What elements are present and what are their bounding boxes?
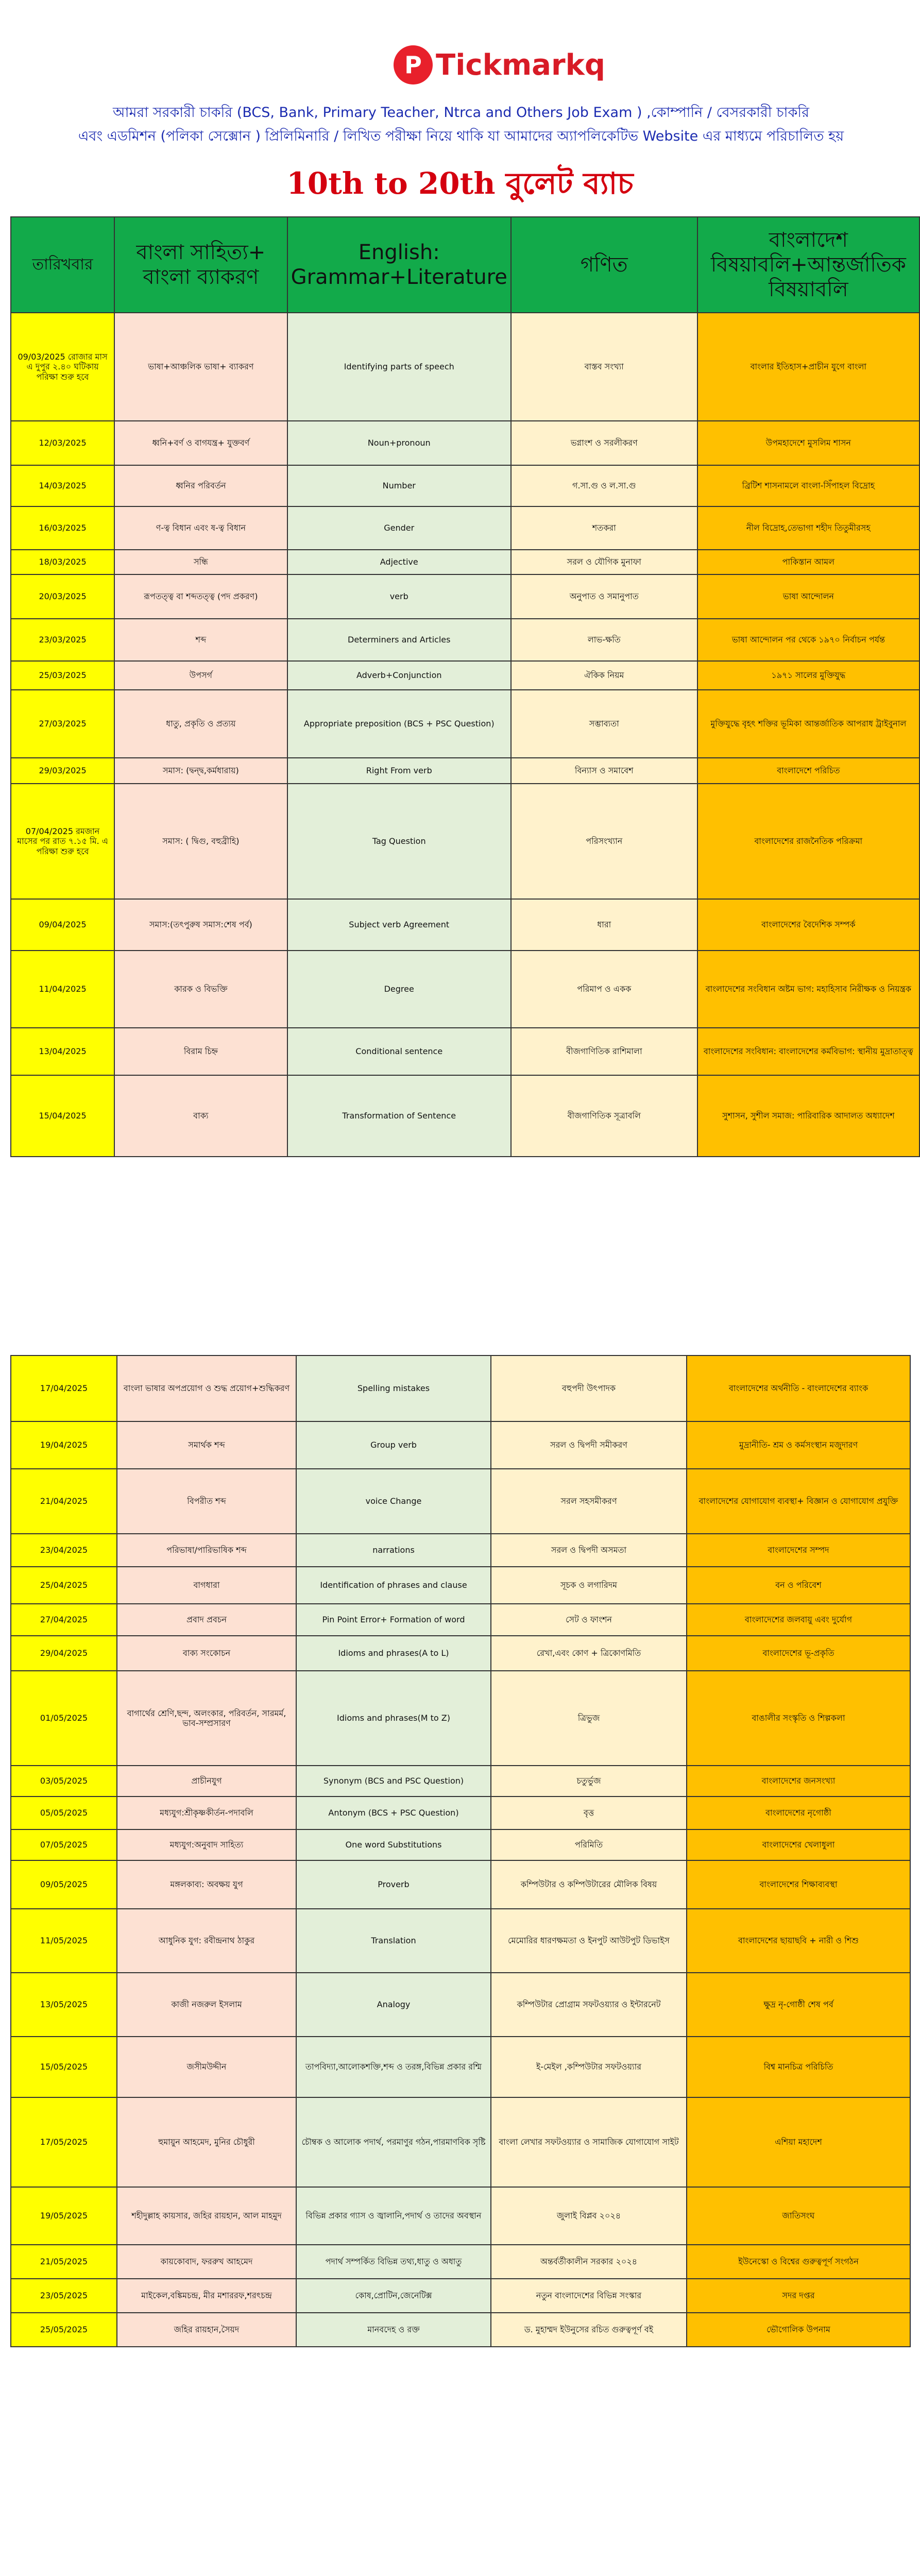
header-date: তারিখবার [11, 217, 114, 313]
schedule-date: 23/05/2025 [11, 2279, 117, 2313]
schedule-gk: বাংলাদেশের নৃগোষ্ঠী [687, 1797, 910, 1829]
schedule-table-part-1 [10, 216, 920, 1157]
schedule-row [11, 2037, 910, 2097]
schedule-math: কম্পিউটার ও কম্পিউটারের মৌলিক বিষয় [491, 1860, 687, 1909]
schedule-bangla: মধ্যযুগ:শ্রীকৃষ্ণকীর্তন-পদাবলি [117, 1797, 296, 1829]
schedule-gk: বাংলাদেশের সংবিধান অষ্টম ভাগ: মহাহিসাব নিরীক্ষক ও নিয়ন্ত্রক [697, 951, 919, 1028]
schedule-date: 09/05/2025 [11, 1860, 117, 1909]
schedule-row [11, 784, 919, 899]
schedule-gk: ভাষা আন্দোলন [697, 574, 919, 619]
schedule-row [11, 1421, 910, 1469]
schedule-english: Idioms and phrases(A to L) [296, 1636, 491, 1671]
schedule-row [11, 1534, 910, 1567]
schedule-math: জুলাই বিপ্লব ২০২৪ [491, 2187, 687, 2245]
schedule-english: Antonym (BCS + PSC Question) [296, 1797, 491, 1829]
header-gk: বাংলাদেশ বিষয়াবলি+আন্তর্জাতিক বিষয়াবলি [697, 217, 919, 313]
schedule-english: Right From verb [287, 758, 511, 784]
schedule-bangla: ধ্বনির পরিবর্তন [114, 465, 287, 506]
schedule-english: চৌম্বক ও আলোক পদার্থ, পরমাণুর গঠন,পারমাণবিক সৃষ্টি [296, 2097, 491, 2187]
schedule-math: সরল ও যৌগিক মুনাফা [511, 550, 697, 574]
schedule-bangla: পরিভাষা/পারিভাষিক শব্দ [117, 1534, 296, 1567]
schedule-date: 11/04/2025 [11, 951, 114, 1028]
schedule-math: মেমোরির ধারণক্ষমতা ও ইনপুট আউটপুট ডিভাইস [491, 1909, 687, 1973]
schedule-row [11, 313, 919, 421]
schedule-gk: ক্ষুদ্র নৃ-গোষ্ঠী শেষ পর্ব [687, 1973, 910, 2037]
schedule-gk: বাংলাদেশের শিক্ষাব্যবস্থা [687, 1860, 910, 1909]
schedule-english: One word Substitutions [296, 1829, 491, 1860]
schedule-gk: বাংলাদেশের সংবিধান: বাংলাদেশের কর্মবিভাগ: স্থানীয় মুদ্রাতাত্ত্ব [697, 1028, 919, 1075]
schedule-bangla: সমাস: (দ্বন্দ্ব,কর্মধারায়) [114, 758, 287, 784]
schedule-math: বীজগাণিতিক সূত্রাবলি [511, 1075, 697, 1157]
schedule-gk: বন ও পরিবেশ [687, 1567, 910, 1604]
schedule-row [11, 951, 919, 1028]
schedule-gk: ভাষা আন্দোলন পর থেকে ১৯৭০ নির্বাচন পর্যন্ত [697, 619, 919, 661]
intro-text [36, 101, 886, 148]
schedule-date: 27/04/2025 [11, 1604, 117, 1636]
brand-name: Tickmarkq [436, 48, 605, 82]
schedule-gk: ব্রিটিশ শাসনামলে বাংলা-সিঁপাহল বিদ্রোহ [697, 465, 919, 506]
schedule-date: 13/04/2025 [11, 1028, 114, 1075]
schedule-gk: বিশ্ব মানচিত্র পরিচিতি [687, 2037, 910, 2097]
schedule-math: অন্তর্বর্তীকালীন সরকার ২০২৪ [491, 2245, 687, 2279]
schedule-bangla: সমাস: ( দ্বিগু, বহুব্রীহি) [114, 784, 287, 899]
schedule-gk: ইউনেস্কো ও বিশ্বের গুরুত্বপূর্ণ সংগঠন [687, 2245, 910, 2279]
schedule-date: 18/03/2025 [11, 550, 114, 574]
header-english: English: Grammar+Literature [287, 217, 511, 313]
schedule-bangla: বাগার্থের শ্রেণি,ছন্দ, অলংকার, পরিবর্তন, সারমর্ম, ভাব-সম্প্রসারণ [117, 1671, 296, 1766]
schedule-bangla: কায়কোবাদ, ফররুখ আহমেদ [117, 2245, 296, 2279]
schedule-english: Transformation of Sentence [287, 1075, 511, 1157]
header-math: গণিত [511, 217, 697, 313]
schedule-row [11, 2279, 910, 2313]
schedule-gk: মুদ্রানীতি- শ্রম ও কর্মসংস্থান মজুদারণ [687, 1421, 910, 1469]
schedule-gk: ভৌগোলিক উপনাম [687, 2313, 910, 2347]
schedule-english: Idioms and phrases(M to Z) [296, 1671, 491, 1766]
schedule-gk: বাংলাদেশের যোগাযোগ ব্যবস্থা+ বিজ্ঞান ও যোগাযোগ প্রযুক্তি [687, 1469, 910, 1534]
schedule-bangla: আধুনিক যুগ: রবীন্দ্রনাথ ঠাকুর [117, 1909, 296, 1973]
schedule-math: কম্পিউটার প্রোগ্রাম সফটওয়্যার ও ইন্টারনেট [491, 1973, 687, 2037]
schedule-math: পরিসংখ্যান [511, 784, 697, 899]
schedule-math: পরিমাপ ও একক [511, 951, 697, 1028]
schedule-bangla: জসীমউদ্দীন [117, 2037, 296, 2097]
schedule-english: Translation [296, 1909, 491, 1973]
schedule-date: 03/05/2025 [11, 1766, 117, 1797]
schedule-math: সরল ও দ্বিপদী সমীকরণ [491, 1421, 687, 1469]
schedule-english: Appropriate preposition (BCS + PSC Question) [287, 690, 511, 758]
schedule-english: Pin Point Error+ Formation of word [296, 1604, 491, 1636]
schedule-date: 07/04/2025 রমজান মাসের পর রাত ৭.১৫ মি. এ পরিক্ষা শুরু হবে [11, 784, 114, 899]
schedule-gk: এশিয়া মহাদেশ [687, 2097, 910, 2187]
schedule-english: Adjective [287, 550, 511, 574]
schedule-gk: পাকিস্তান আমল [697, 550, 919, 574]
schedule-date: 09/03/2025 রোজার মাস এ দুপুর ২.৪০ ঘটিকায় পরিক্ষা শুরু হবে [11, 313, 114, 421]
schedule-row [11, 1671, 910, 1766]
schedule-math: ভগ্নাংশ ও সরলীকরণ [511, 421, 697, 465]
schedule-gk: বাংলাদেশের ছায়াছবি + নারী ও শিশু [687, 1909, 910, 1973]
schedule-bangla: মাইকেল,বঙ্কিমচন্দ্র, মীর মশাররফ,শরৎচন্দ্র [117, 2279, 296, 2313]
schedule-gk: নীল বিদ্রোহ,তেভাগা শহীদ তিতুমীরসহ [697, 506, 919, 550]
schedule-table-part-2 [10, 1355, 911, 2347]
schedule-date: 19/04/2025 [11, 1421, 117, 1469]
schedule-math: ই-মেইল ,কম্পিউটার সফটওয়্যার [491, 2037, 687, 2097]
header [0, 0, 920, 206]
schedule-gk: বাংলাদেশের ভূ-প্রকৃতি [687, 1636, 910, 1671]
schedule-english: verb [287, 574, 511, 619]
schedule-gk: বাংলাদেশের খেলাধুলা [687, 1829, 910, 1860]
schedule-bangla: ণ-ত্ব বিধান এবং ষ-ত্ব বিধান [114, 506, 287, 550]
schedule-date: 29/03/2025 [11, 758, 114, 784]
schedule-row [11, 1075, 919, 1157]
intro-line: এবং এডমিশন (পলিকা সেক্সোন ) প্রিলিমিনারি / লিখিত পরীক্ষা নিয়ে থাকি যা আমাদের অ্যাপলিকেটিভ Website এর মাধ্যমে পরিচালিত হয় [78, 128, 844, 144]
schedule-gk: বাংলাদেশে পরিচিত [697, 758, 919, 784]
schedule-bangla: রূপতত্ত্ব বা শব্দতত্ত্ব (পদ প্রকরণ) [114, 574, 287, 619]
schedule-math: বীজগাণিতিক রাশিমালা [511, 1028, 697, 1075]
schedule-bangla: বিপরীত শব্দ [117, 1469, 296, 1534]
schedule-english: পদার্থ সম্পর্কিত বিভিন্ন তথ্য,ধাতু ও অধাতু [296, 2245, 491, 2279]
schedule-row [11, 2313, 910, 2347]
schedule-bangla: বাগধারা [117, 1567, 296, 1604]
schedule-date: 16/03/2025 [11, 506, 114, 550]
schedule-math: রেখা,এবং কোণ + ত্রিকোণমিতি [491, 1636, 687, 1671]
schedule-gk: ১৯৭১ সালের মুক্তিযুদ্ধ [697, 661, 919, 690]
schedule-row [11, 550, 919, 574]
schedule-date: 05/05/2025 [11, 1797, 117, 1829]
schedule-math: অনুপাত ও সমানুপাত [511, 574, 697, 619]
schedule-gk: বাংলাদেশের বৈদেশিক সম্পর্ক [697, 899, 919, 951]
schedule-row [11, 1604, 910, 1636]
schedule-math: চতুর্ভুজ [491, 1766, 687, 1797]
schedule-row [11, 1766, 910, 1797]
schedule-row [11, 421, 919, 465]
schedule-bangla: বিরাম চিহ্ন [114, 1028, 287, 1075]
schedule-gk: বাংলার ইতিহাস+প্রাচীন যুগে বাংলা [697, 313, 919, 421]
schedule-math: পরিমিতি [491, 1829, 687, 1860]
schedule-english: Noun+pronoun [287, 421, 511, 465]
schedule-row [11, 1355, 910, 1421]
schedule-row [11, 1909, 910, 1973]
schedule-bangla: ধাতু, প্রকৃতি ও প্রত্যয় [114, 690, 287, 758]
schedule-bangla: বাক্য সংকোচন [117, 1636, 296, 1671]
schedule-english: Degree [287, 951, 511, 1028]
schedule-bangla: শহীদুল্লাহ কায়সার, জহির রায়হান, আল মাহমুদ [117, 2187, 296, 2245]
schedule-gk: বাংলাদেশের রাজনৈতিক পরিক্রমা [697, 784, 919, 899]
schedule-math: ত্রিভুজ [491, 1671, 687, 1766]
schedule-bangla: সন্ধি [114, 550, 287, 574]
schedule-math: সরল সহসমীকরণ [491, 1469, 687, 1534]
schedule-row [11, 574, 919, 619]
schedule-row [11, 1973, 910, 2037]
schedule-english: Subject verb Agreement [287, 899, 511, 951]
schedule-bangla: কারক ও বিভক্তি [114, 951, 287, 1028]
schedule-gk: সদর দপ্তর [687, 2279, 910, 2313]
schedule-date: 29/04/2025 [11, 1636, 117, 1671]
schedule-math: নতুন বাংলাদেশের বিভিন্ন সংস্কার [491, 2279, 687, 2313]
schedule-bangla: প্রবাদ প্রবচন [117, 1604, 296, 1636]
schedule-gk: উপমহাদেশে মুসলিম শাসন [697, 421, 919, 465]
schedule-math: সম্ভাব্যতা [511, 690, 697, 758]
schedule-math: গ.সা.গু ও ল.সা.গু [511, 465, 697, 506]
schedule-row [11, 758, 919, 784]
schedule-math: সরল ও দ্বিপদী অসমতা [491, 1534, 687, 1567]
schedule-gk: বাঙালীর সংস্কৃতি ও শিল্পকলা [687, 1671, 910, 1766]
schedule-bangla: হুমায়ুন আহমেদ, মুনির চৌধুরী [117, 2097, 296, 2187]
schedule-english: voice Change [296, 1469, 491, 1534]
schedule-english: Identification of phrases and clause [296, 1567, 491, 1604]
schedule-date: 17/04/2025 [11, 1355, 117, 1421]
schedule-bangla: জহির রায়হান,সৈয়দ [117, 2313, 296, 2347]
schedule-row [11, 690, 919, 758]
schedule-date: 15/05/2025 [11, 2037, 117, 2097]
schedule-date: 21/04/2025 [11, 1469, 117, 1534]
schedule-date: 17/05/2025 [11, 2097, 117, 2187]
schedule-english: মানবদেহ ও রক্ত [296, 2313, 491, 2347]
schedule-bangla: বাংলা ভাষার অপপ্রয়োগ ও শুদ্ধ প্রয়োগ+শুদ্ধিকরণ [117, 1355, 296, 1421]
schedule-date: 01/05/2025 [11, 1671, 117, 1766]
schedule-gk: বাংলাদেশের জলবায়ু এবং দুর্যোগ [687, 1604, 910, 1636]
schedule-gk: জাতিসংঘ [687, 2187, 910, 2245]
schedule-english: Synonym (BCS and PSC Question) [296, 1766, 491, 1797]
schedule-math: শতকরা [511, 506, 697, 550]
schedule-date: 23/04/2025 [11, 1534, 117, 1567]
schedule-date: 21/05/2025 [11, 2245, 117, 2279]
schedule-date: 19/05/2025 [11, 2187, 117, 2245]
schedule-gk: মুক্তিযুদ্ধে বৃহৎ শক্তির ভূমিকা আন্তর্জাতিক আপরাধ ট্রাইবুনাল [697, 690, 919, 758]
schedule-row [11, 506, 919, 550]
schedule-english: Gender [287, 506, 511, 550]
schedule-date: 14/03/2025 [11, 465, 114, 506]
schedule-gk: বাংলাদেশের সম্পদ [687, 1534, 910, 1567]
schedule-date: 25/05/2025 [11, 2313, 117, 2347]
brand-logo[interactable] [394, 45, 605, 84]
schedule-bangla: সমার্থক শব্দ [117, 1421, 296, 1469]
schedule-english: বিভিন্ন প্রকার গ্যাস ও জ্বালানি,পদার্থ ও তাদের অবস্থান [296, 2187, 491, 2245]
schedule-math: বাংলা লেখার সফটওয়্যার ও সামাজিক যোগাযোগ সাইট [491, 2097, 687, 2187]
schedule-date: 07/05/2025 [11, 1829, 117, 1860]
schedule-date: 23/03/2025 [11, 619, 114, 661]
schedule-english: Determiners and Articles [287, 619, 511, 661]
schedule-english: Identifying parts of speech [287, 313, 511, 421]
schedule-date: 20/03/2025 [11, 574, 114, 619]
schedule-math: সেট ও ফাংশন [491, 1604, 687, 1636]
schedule-bangla: সমাস:(তৎপুরুষ সমাস:শেষ পর্ব) [114, 899, 287, 951]
schedule-english: Tag Question [287, 784, 511, 899]
schedule-bangla: কাজী নজরুল ইসলাম [117, 1973, 296, 2037]
schedule-row [11, 465, 919, 506]
schedule-bangla: ভাষা+আঞ্চলিক ভাষা+ ব্যাকরণ [114, 313, 287, 421]
schedule-math: লাভ-ক্ষতি [511, 619, 697, 661]
schedule-row [11, 1860, 910, 1909]
schedule-gk: বাংলাদেশের অর্থনীতি - বাংলাদেশের ব্যাংক [687, 1355, 910, 1421]
schedule-math: বাস্তব সংখ্যা [511, 313, 697, 421]
schedule-row [11, 1636, 910, 1671]
schedule-english: কোষ,প্রোটিন,জেনেটিক্স [296, 2279, 491, 2313]
schedule-math: ঐকিক নিয়ম [511, 661, 697, 690]
schedule-row [11, 1469, 910, 1534]
schedule-row [11, 1797, 910, 1829]
schedule-english: Adverb+Conjunction [287, 661, 511, 690]
schedule-english: Number [287, 465, 511, 506]
schedule-date: 25/04/2025 [11, 1567, 117, 1604]
schedule-row [11, 1829, 910, 1860]
schedule-date: 09/04/2025 [11, 899, 114, 951]
schedule-math: বহুপদী উৎপাদক [491, 1355, 687, 1421]
schedule-row [11, 1028, 919, 1075]
schedule-english: Proverb [296, 1860, 491, 1909]
schedule-date: 25/03/2025 [11, 661, 114, 690]
schedule-row [11, 619, 919, 661]
schedule-math: ধারা [511, 899, 697, 951]
schedule-english: Analogy [296, 1973, 491, 2037]
schedule-english: Spelling mistakes [296, 1355, 491, 1421]
schedule-bangla: মধ্যযুগ:অনুবাদ সাহিত্য [117, 1829, 296, 1860]
page-title: 10th to 20th বুলেট ব্যাচ [286, 166, 634, 201]
schedule-bangla: শব্দ [114, 619, 287, 661]
schedule-english: Group verb [296, 1421, 491, 1469]
schedule-english: Conditional sentence [287, 1028, 511, 1075]
schedule-math: বিন্যাস ও সমাবেশ [511, 758, 697, 784]
schedule-date: 13/05/2025 [11, 1973, 117, 2037]
schedule-row [11, 899, 919, 951]
schedule-date: 12/03/2025 [11, 421, 114, 465]
schedule-date: 11/05/2025 [11, 1909, 117, 1973]
schedule-bangla: ধ্বনি+বর্ণ ও বাগযন্ত্র+ যুক্তবর্ণ [114, 421, 287, 465]
schedule-date: 27/03/2025 [11, 690, 114, 758]
schedule-math: সূচক ও লগারিদম [491, 1567, 687, 1604]
schedule-english: narrations [296, 1534, 491, 1567]
intro-line: আমরা সরকারী চাকরি (BCS, Bank, Primary Teacher, Ntrca and Others Job Exam ) ,কোম্পানি / বেসরকারী চাকরি [113, 105, 809, 121]
schedule-bangla: মঙ্গলকাব্য: অবক্ষয় যুগ [117, 1860, 296, 1909]
schedule-english: তাপবিদ্যা,আলোকশক্তি,শব্দ ও তরঙ্গ,বিভিন্ন প্রকার রশ্মি [296, 2037, 491, 2097]
schedule-date: 15/04/2025 [11, 1075, 114, 1157]
schedule-bangla: প্রাচীনযুগ [117, 1766, 296, 1797]
schedule-row [11, 2187, 910, 2245]
schedule-row [11, 661, 919, 690]
brand-logo-icon: P [394, 45, 433, 84]
schedule-math: বৃত্ত [491, 1797, 687, 1829]
schedule-row [11, 1567, 910, 1604]
header-bangla: বাংলা সাহিত্য+ বাংলা ব্যাকরণ [114, 217, 287, 313]
schedule-row [11, 2097, 910, 2187]
schedule-math: ড. মুহাম্মদ ইউনুসের রচিত গুরুত্বপূর্ণ বই [491, 2313, 687, 2347]
schedule-bangla: বাক্য [114, 1075, 287, 1157]
schedule-gk: সুশাসন, সুশীল সমাজ: পারিবারিক আদালত অধ্যাদেশ [697, 1075, 919, 1157]
schedule-gk: বাংলাদেশের জনসংখ্যা [687, 1766, 910, 1797]
schedule-bangla: উপসর্গ [114, 661, 287, 690]
schedule-row [11, 2245, 910, 2279]
